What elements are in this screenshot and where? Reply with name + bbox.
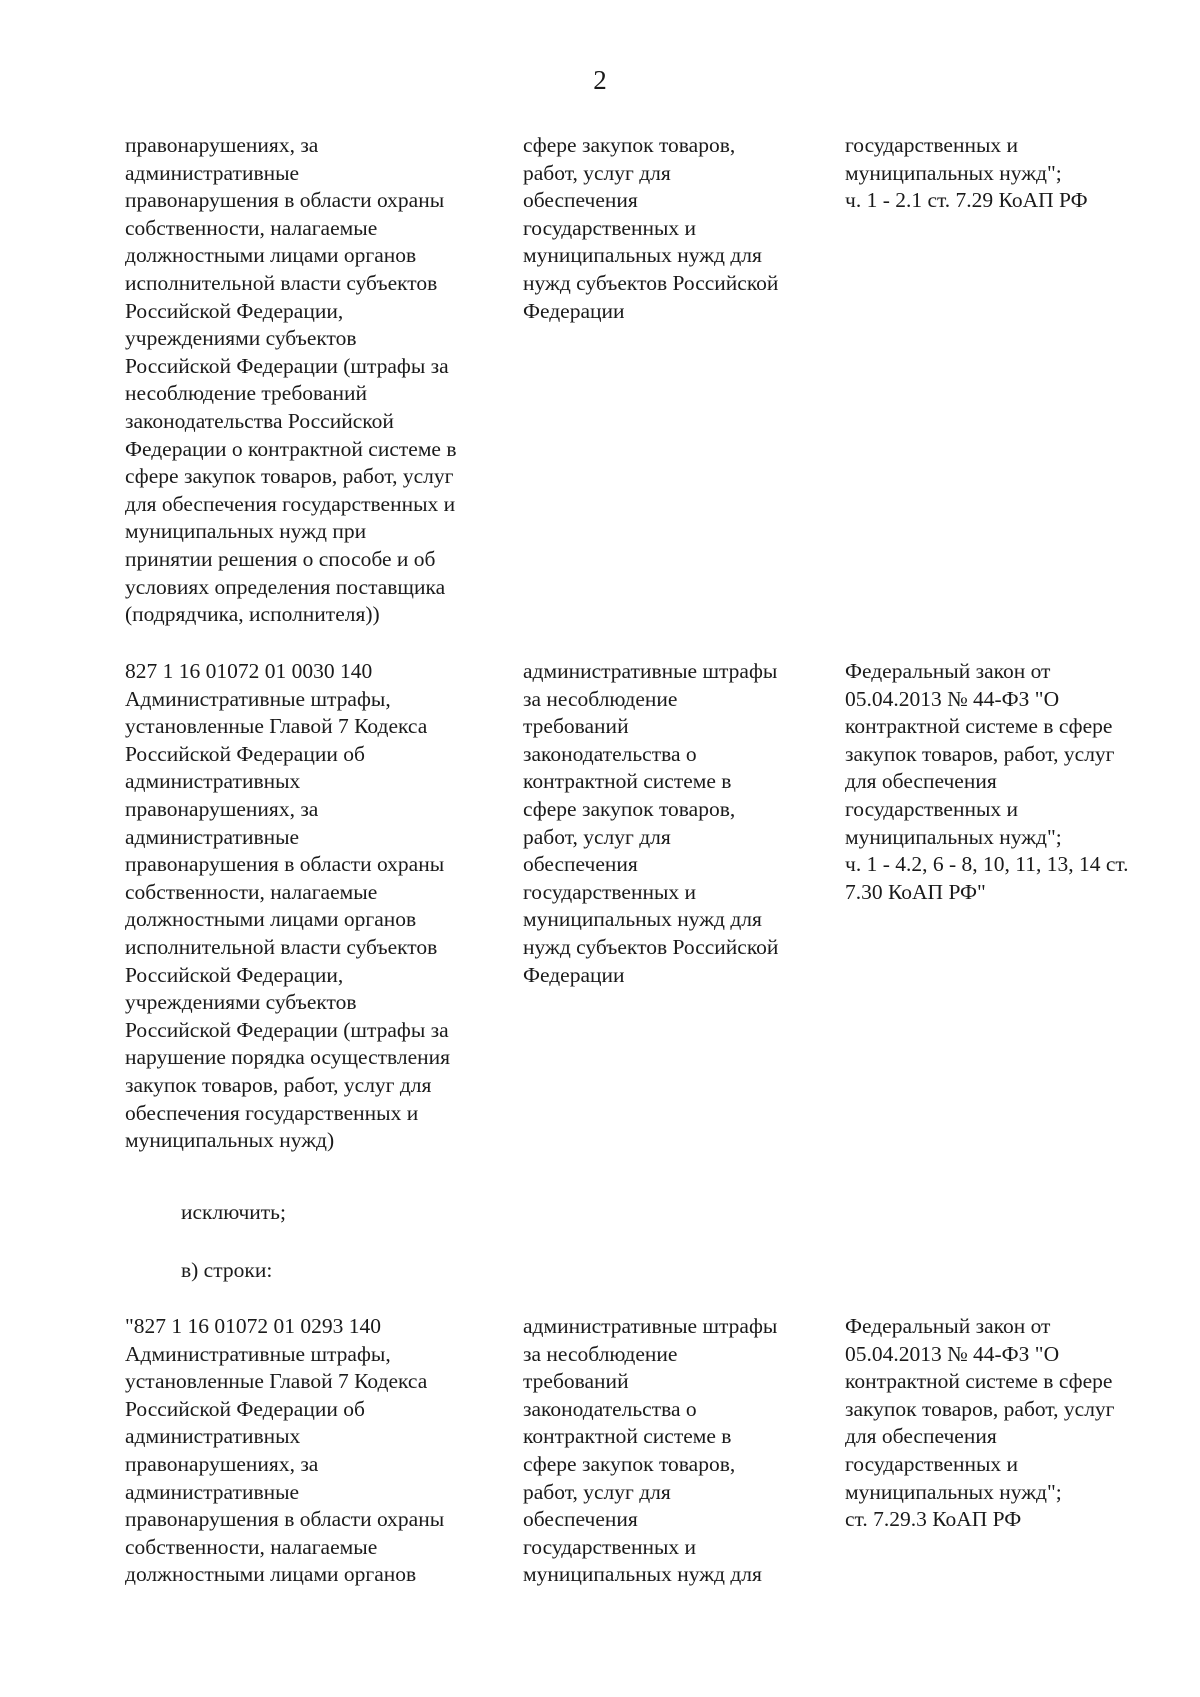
row-legal-basis [845, 658, 1175, 906]
text-line: государственных и [845, 796, 1019, 821]
text-line: административные штрафы [523, 1314, 778, 1338]
text-line: обеспечения [523, 1507, 638, 1532]
text-line: Федерации о контрактной системе в [125, 436, 457, 461]
rows-heading: в) строки: [181, 1258, 273, 1282]
text-line: сфере закупок товаров, [523, 133, 736, 157]
text-line: исполнительной власти субъектов [125, 934, 438, 959]
text-line: ч. 1 - 4.2, 6 - 8, 10, 11, 13, 14 ст. [845, 852, 1129, 877]
text-line: правонарушения в области охраны [125, 852, 445, 877]
text-line: ч. 1 - 2.1 ст. 7.29 КоАП РФ [845, 188, 1088, 213]
row-legal-basis [845, 132, 1175, 215]
text-line: административные штрафы [523, 659, 778, 683]
text-line: требований [523, 1369, 629, 1394]
text-line: сфере закупок товаров, [523, 796, 736, 821]
text-line: государственных и [523, 879, 697, 904]
text-line: муниципальных нужд"; [845, 1479, 1062, 1504]
text-line: Федерации [523, 298, 625, 323]
text-line: правонарушениях, за [125, 1451, 319, 1476]
text-line: требований [523, 714, 629, 739]
text-line: государственных и [523, 215, 697, 240]
text-line: работ, услуг для [523, 160, 671, 185]
text-line: Российской Федерации (штрафы за [125, 1017, 449, 1042]
text-line: административные [125, 824, 300, 849]
text-line: контрактной системе в сфере [845, 1369, 1113, 1394]
page-number: 2 [593, 65, 607, 95]
text-line: законодательства о [523, 1396, 697, 1421]
text-line: собственности, налагаемые [125, 879, 378, 904]
row-code-description [125, 132, 505, 629]
text-line: Российской Федерации, [125, 298, 344, 323]
row-code-description [125, 658, 505, 1155]
text-line: контрактной системе в [523, 769, 732, 794]
text-line: работ, услуг для [523, 1479, 671, 1504]
text-line: Российской Федерации, [125, 962, 344, 987]
text-line: государственных и [523, 1534, 697, 1559]
text-line: Административные штрафы, [125, 686, 391, 711]
text-line: Федерации [523, 962, 625, 987]
text-line: сфере закупок товаров, работ, услуг [125, 464, 454, 489]
text-line: собственности, налагаемые [125, 1534, 378, 1559]
text-line: административные [125, 1479, 300, 1504]
text-line: 05.04.2013 № 44-ФЗ "О [845, 686, 1060, 711]
text-line: муниципальных нужд"; [845, 160, 1062, 185]
row-legal-basis [845, 1313, 1175, 1534]
text-line: 05.04.2013 № 44-ФЗ "О [845, 1341, 1060, 1366]
text-line: условиях определения поставщика [125, 574, 446, 599]
text-line: закупок товаров, работ, услуг для [125, 1072, 432, 1097]
text-line: Российской Федерации об [125, 1396, 365, 1421]
text-line: Федеральный закон от [845, 1314, 1051, 1338]
text-line: административных [125, 769, 301, 794]
text-line: правонарушениях, за [125, 133, 319, 157]
text-line: законодательства Российской [125, 408, 394, 433]
text-line: ст. 7.29.3 КоАП РФ [845, 1507, 1022, 1532]
text-line: муниципальных нужд"; [845, 824, 1062, 849]
text-line: контрактной системе в сфере [845, 714, 1113, 739]
text-line: для обеспечения государственных и [125, 491, 456, 516]
text-line: несоблюдение требований [125, 381, 367, 406]
text-line: Российской Федерации об [125, 741, 365, 766]
text-line: учреждениями субъектов [125, 990, 357, 1015]
text-line: установленные Главой 7 Кодекса [125, 714, 428, 739]
text-line: Административные штрафы, [125, 1341, 391, 1366]
text-line: нужд субъектов Российской [523, 934, 779, 959]
text-line: правонарушения в области охраны [125, 1507, 445, 1532]
text-line: закупок товаров, работ, услуг [845, 741, 1115, 766]
text-line: административных [125, 1424, 301, 1449]
text-line: муниципальных нужд для [523, 243, 762, 268]
text-line: "827 1 16 01072 01 0293 140 [125, 1314, 382, 1338]
text-line: обеспечения [523, 188, 638, 213]
text-line: учреждениями субъектов [125, 326, 357, 351]
text-line: должностными лицами органов [125, 907, 417, 932]
text-line: правонарушениях, за [125, 796, 319, 821]
text-line: работ, услуг для [523, 824, 671, 849]
text-line: для обеспечения [845, 1424, 997, 1449]
row-income-type [523, 658, 828, 989]
text-line: должностными лицами органов [125, 243, 417, 268]
text-line: нарушение порядка осуществления [125, 1045, 451, 1070]
text-line: государственных и [845, 133, 1019, 157]
text-line: Российской Федерации (штрафы за [125, 353, 449, 378]
text-line: сфере закупок товаров, [523, 1451, 736, 1476]
text-line: государственных и [845, 1451, 1019, 1476]
text-line: закупок товаров, работ, услуг [845, 1396, 1115, 1421]
text-line: административные [125, 160, 300, 185]
row-income-type [523, 1313, 828, 1589]
text-line: за несоблюдение [523, 1341, 678, 1366]
text-line: исполнительной власти субъектов [125, 270, 438, 295]
text-line: принятии решения о способе и об [125, 546, 436, 571]
text-line: для обеспечения [845, 769, 997, 794]
text-line: нужд субъектов Российской [523, 270, 779, 295]
text-line: собственности, налагаемые [125, 215, 378, 240]
text-line: муниципальных нужд для [523, 1562, 762, 1587]
text-line: контрактной системе в [523, 1424, 732, 1449]
text-line: Федеральный закон от [845, 659, 1051, 683]
text-line: законодательства о [523, 741, 697, 766]
row-code-description [125, 1313, 505, 1589]
text-line: (подрядчика, исполнителя)) [125, 602, 380, 627]
text-line: за несоблюдение [523, 686, 678, 711]
row-income-type [523, 132, 828, 325]
text-line: 827 1 16 01072 01 0030 140 [125, 659, 373, 683]
text-line: 7.30 КоАП РФ" [845, 879, 986, 904]
text-line: обеспечения государственных и [125, 1100, 419, 1125]
text-line: обеспечения [523, 852, 638, 877]
text-line: муниципальных нужд при [125, 519, 367, 544]
text-line: установленные Главой 7 Кодекса [125, 1369, 428, 1394]
text-line: муниципальных нужд для [523, 907, 762, 932]
text-line: муниципальных нужд) [125, 1128, 335, 1153]
text-line: должностными лицами органов [125, 1562, 417, 1587]
exclude-instruction: исключить; [181, 1200, 286, 1224]
text-line: правонарушения в области охраны [125, 188, 445, 213]
